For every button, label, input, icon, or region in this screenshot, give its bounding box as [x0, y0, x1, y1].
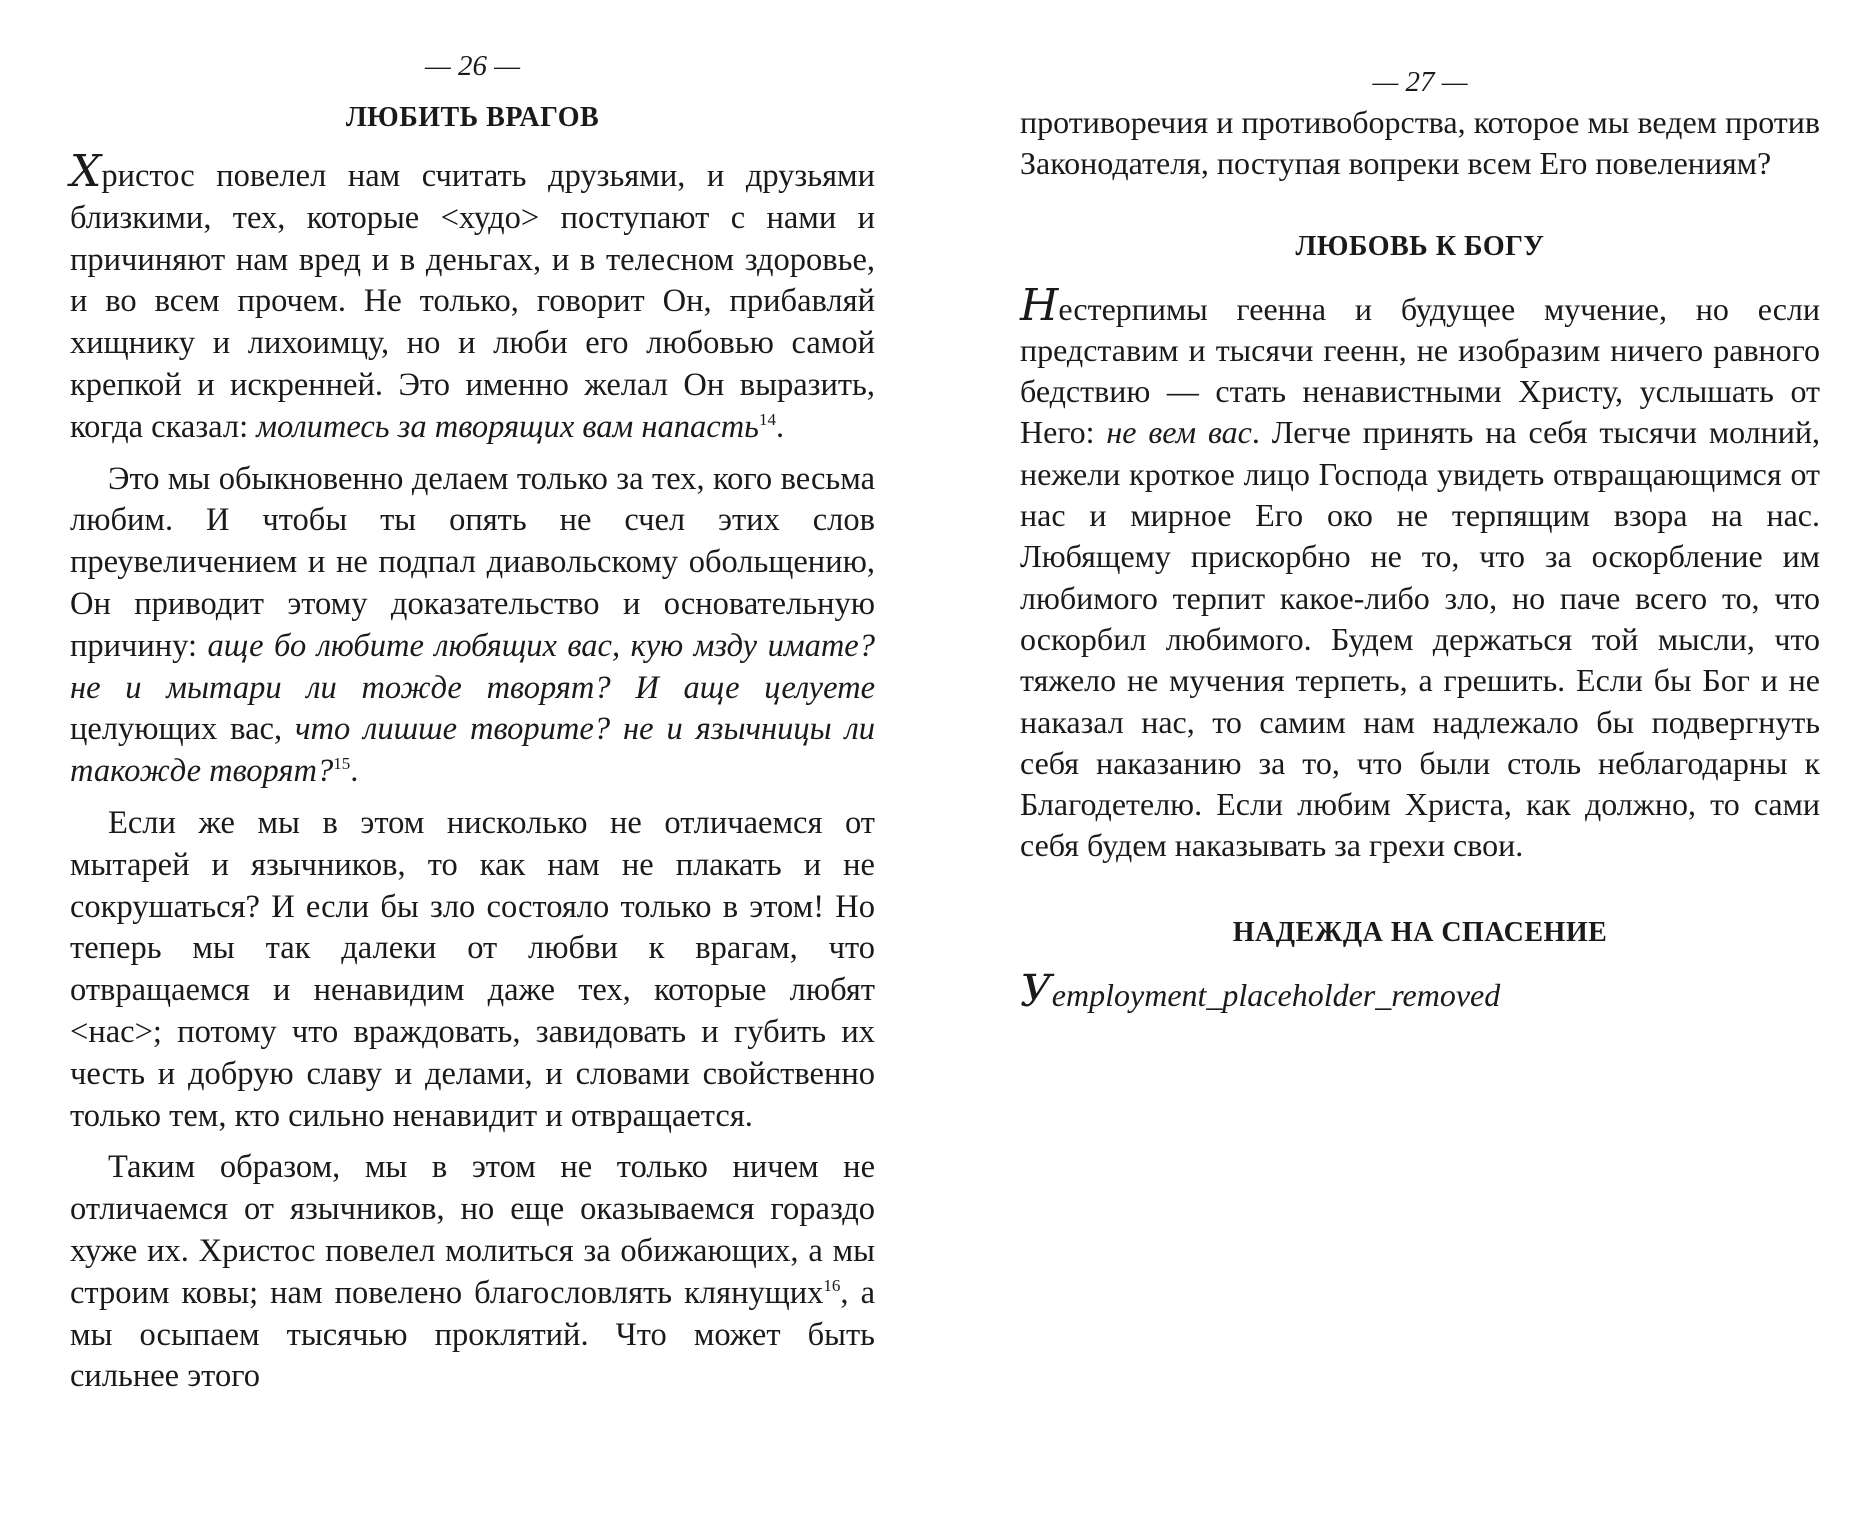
footnote-ref: 15: [333, 754, 351, 774]
drop-cap: Н: [1020, 279, 1059, 331]
right-page: [1020, 0, 1820, 1016]
scripture-quote: не вем вас: [1106, 414, 1252, 451]
heading-love-enemies: ЛЮБИТЬ ВРАГОВ: [345, 102, 600, 133]
paragraph: Нестерпимы геенна и будущее мучение, но если представим и тысячи геенн, не изобразим ничего равного бедствию — стать ненавистными Христу, услышать от Него: не вем вас. Легче принять на себя тысячи молний, нежели кроткое лицо Господа увидеть отвращающимся от нас и мирное Его око не терпящим взора на нас. Любящему прискорбно не то, что за оскорбление им любимого терпит какое-либо зло, но паче всего то, что оскорбил любимого. Будем держаться той мысли, что тяжело не мучения терпеть, а грешить. Если бы Бог и не наказал нас, то самим нам надлежало бы подвергнуть себя наказанию за то, что были столь неблагодарны к Благодетелю. Если любим Христа, как должно, то сами себя будем наказывать за грехи свои.: [1020, 279, 1821, 864]
paragraph: Христос повелел нам считать друзьями, и друзьями близкими, тех, которые <худо> поступают с нами и причиняют нам вред и в деньгах, и в телесном здоровье, и во всем прочем. Не только, говорит Он, прибавляй хищнику и лихоимцу, но и люби его любовью самой крепкой и искренней. Это именно желал Он выразить, когда сказал: молитесь за творящих вам напасть$^{14}$.: [70, 146, 875, 445]
footnote-ref: 16: [823, 1275, 841, 1295]
drop-cap: У: [1020, 965, 1052, 1017]
left-page: [70, 0, 875, 1398]
drop-cap: Х: [70, 146, 102, 197]
paragraph: Если же мы в этом нисколько не отличаемся от мытарей и язычников, то как нам не плакать и не сокрушаться? И если бы зло состояло только в этом! Но теперь мы так далеки от любви к врагам, что отвращаемся и ненавидим даже тех, которые любят <нас>; потому что враждовать, завидовать и губить их честь и добрую славу и делами, и словами свойственно только тем, кто сильно ненавидит и отвращается.: [70, 804, 875, 1134]
scripture-quote: молитесь за творящих вам напасть: [256, 408, 759, 445]
heading-hope-of-salvation: НАДЕЖДА НА СПАСЕНИЕ: [1232, 916, 1608, 948]
scripture-quote: employment_placeholder_removed: [1051, 976, 1501, 1013]
paragraph: Это мы обыкновенно делаем только за тех, кого весьма любим. И чтобы ты опять не счел этих слов преувеличением и не подпал диавольскому обольщению, Он приводит этому доказательство и основательную причину: аще бо любите любящих вас, кую мзду имате? не и мытари ли тожде творят? И аще целуете целующих вас, что лишше творите? не и язычницы ли такожде творят?$^{15}$.: [70, 460, 875, 790]
scripture-quote: что лишше творите? не и язычницы ли такожде творят?: [70, 711, 875, 790]
footnote-ref: 14: [758, 409, 776, 429]
heading-love-of-god: ЛЮБОВЬ К БОГУ: [1295, 230, 1545, 262]
page-number-right: — 27 —: [1372, 66, 1468, 98]
paragraph: Таким образом, мы в этом не только ничем не отличаемся от язычников, но еще оказываемся гораздо хуже их. Христос повелел молиться за обижающих, а мы строим ковы; нам повелено благословлять клянущих$^{16}$, а мы осыпаем тысячью проклятий. Что может быть сильнее этого: [70, 1149, 875, 1395]
paragraph-continuation: противоречия и противоборства, которое мы ведем против Законодателя, поступая вопреки всем Его повелениям?: [1020, 104, 1820, 182]
paragraph: [1020, 965, 1820, 1017]
page-number-left: — 26 —: [424, 50, 521, 82]
scripture-quote: аще бо любите любящих вас, кую мзду имате? не и мытари ли тожде творят? И аще целуете: [70, 627, 875, 706]
